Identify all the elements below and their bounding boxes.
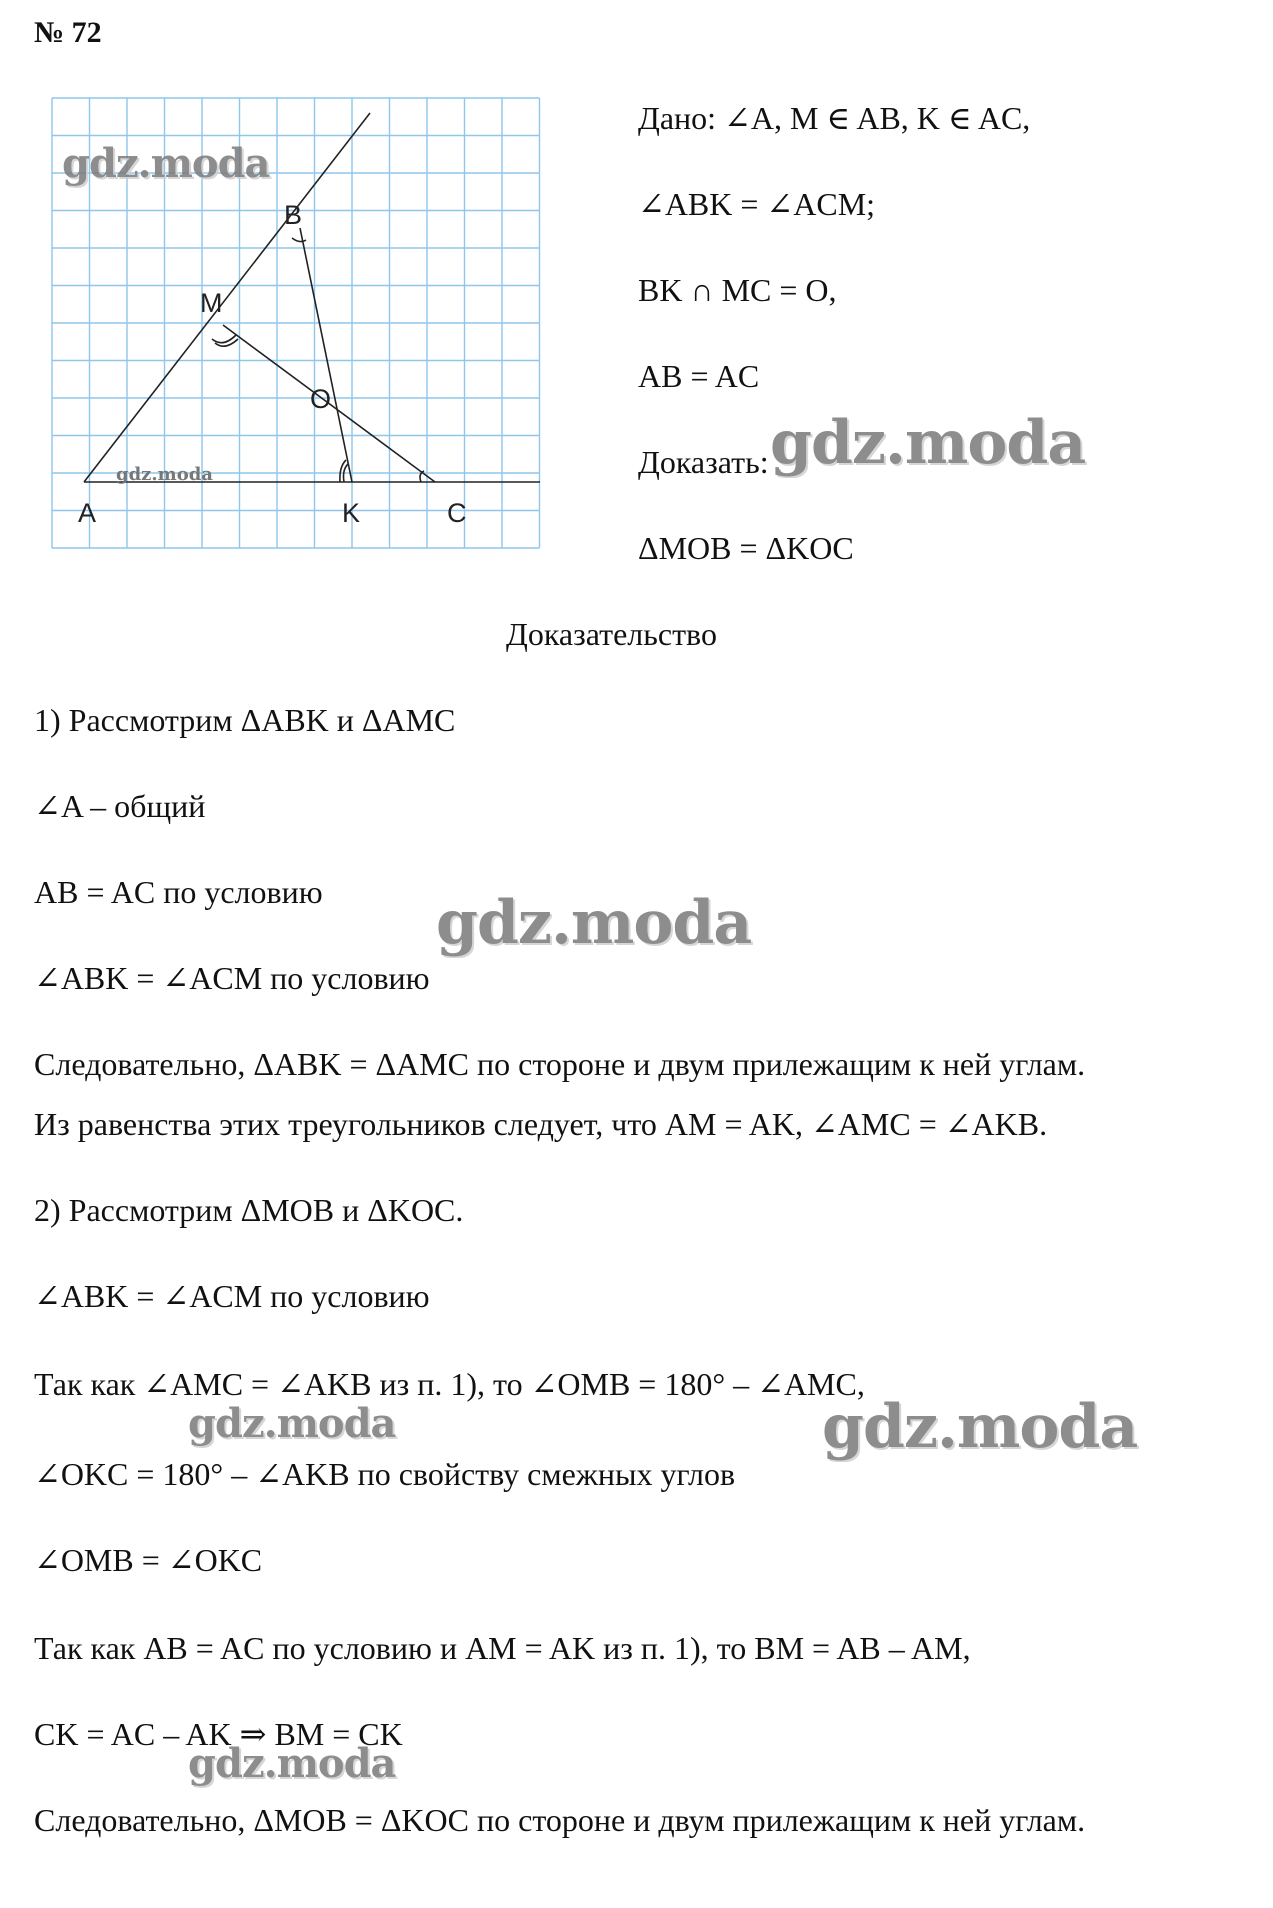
angle-arc-m [212, 335, 236, 343]
point-label-k: K [342, 498, 361, 528]
proof-line: ∠ABK = ∠ACM по условию [34, 960, 430, 996]
watermark: gdz.moda [62, 140, 270, 187]
proof-line: AB = AC по условию [34, 874, 323, 910]
proof-line: Следовательно, ΔMOB = ΔKOC по стороне и двум прилежащим к ней углам. [34, 1802, 1086, 1838]
segment-bk [300, 228, 352, 482]
watermark: gdz.moda [822, 1392, 1138, 1462]
proof-line: Так как ∠AMC = ∠AKB из п. 1), то ∠OMB = 180° – ∠AMC, [34, 1366, 865, 1402]
watermark: gdz.moda [770, 408, 1086, 478]
proof-line: ∠OKC = 180° – ∠AKB по свойству смежных углов [34, 1456, 736, 1492]
proof-line: ∠OMB = ∠OKC [34, 1542, 263, 1578]
problem-number: № 72 [34, 16, 102, 49]
proof-line: 1) Рассмотрим ΔABK и ΔAMC [34, 702, 456, 738]
given-line-4: AB = AC [638, 358, 760, 394]
given-line-1: Дано: ∠A, M ∈ AB, K ∈ AC, [638, 100, 1031, 136]
proof-line: 2) Рассмотрим ΔMOB и ΔKOC. [34, 1192, 464, 1228]
proof-line: ∠A – общий [34, 788, 206, 824]
watermark: gdz.moda [188, 1400, 396, 1447]
given-line-3: BK ∩ MC = O, [638, 272, 837, 308]
proof-line: Следовательно, ΔABK = ΔAMC по стороне и двум прилежащим к ней углам. [34, 1046, 1086, 1082]
figure-watermark-small: gdz.moda [116, 464, 213, 485]
point-label-b: B [284, 200, 303, 230]
proof-line: ∠ABK = ∠ACM по условию [34, 1278, 430, 1314]
prove-label: Доказать: [638, 444, 769, 480]
proof-heading: Доказательство [506, 616, 717, 652]
watermark: gdz.moda [436, 888, 752, 958]
point-label-c: C [447, 498, 467, 528]
point-label-o: O [310, 384, 332, 414]
watermark: gdz.moda [188, 1740, 396, 1787]
proof-line: Так как AB = AC по условию и AM = AK из п. 1), то BM = AB – AM, [34, 1630, 971, 1666]
proof-line: CK = AC – AK ⇒ BM = CK [34, 1716, 403, 1752]
prove-statement: ΔMOB = ΔKOC [638, 530, 854, 566]
given-line-2: ∠ABK = ∠ACM; [638, 186, 876, 222]
proof-line: Из равенства этих треугольников следует, что AM = AK, ∠AMC = ∠AKB. [34, 1106, 1048, 1142]
point-label-m: M [200, 288, 223, 318]
point-label-a: A [78, 498, 97, 528]
angle-arc-b [292, 238, 306, 242]
